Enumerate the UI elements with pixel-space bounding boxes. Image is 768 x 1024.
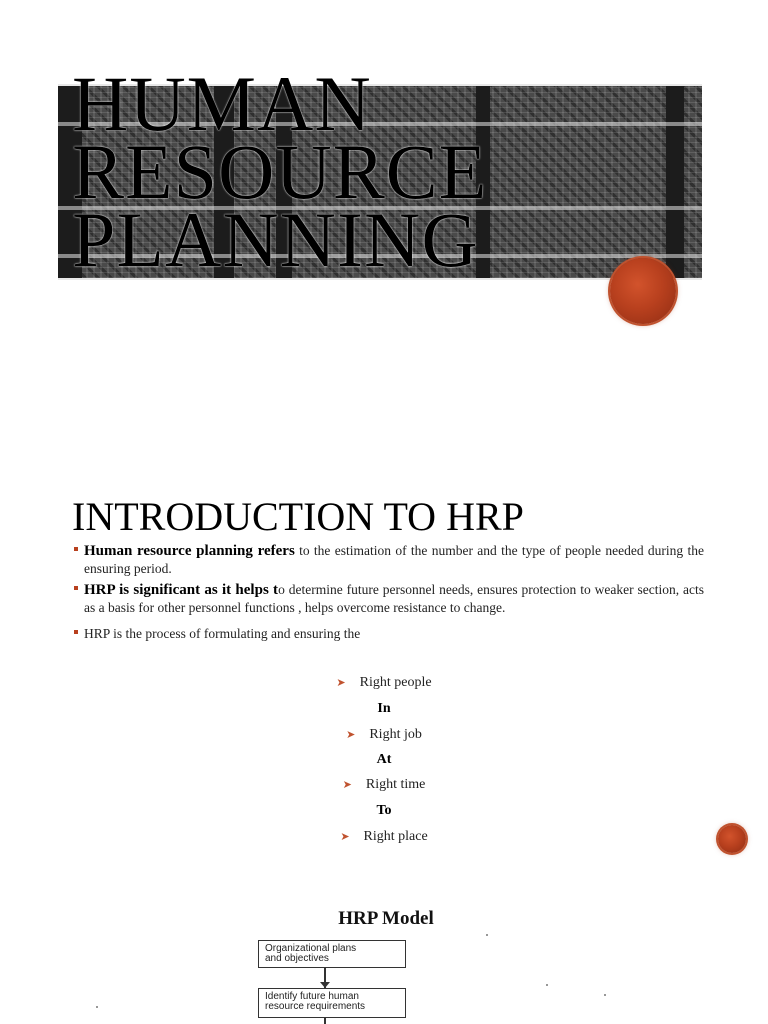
decorative-orb-icon: [718, 825, 746, 853]
slide-heading: INTRODUCTION TO HRP: [72, 494, 524, 539]
bullet-paragraph: [74, 625, 704, 642]
title-slide: [0, 0, 768, 440]
paragraph-text: o determine future personnel needs, ensures protection to weaker section, acts as a basis for other personnel functions , helps overcome resistance to change.: [84, 582, 704, 615]
sequence-item-label: Right people: [359, 675, 432, 690]
sequence-connector: In: [377, 701, 391, 716]
model-title: HRP Model: [338, 908, 434, 929]
sequence-item: [0, 829, 768, 845]
model-step-box: Identify future human resource requirements: [258, 988, 406, 1018]
slide-title: HUMAN RESOURCE PLANNING: [72, 60, 488, 283]
introduction-slide: [0, 445, 768, 885]
scan-speck: [546, 984, 548, 986]
sequence-item-label: Right job: [369, 727, 422, 742]
scan-speck: [486, 934, 488, 936]
paragraph-text: to the estimation of the number and the type of people needed during the ensuring period.: [84, 543, 704, 576]
arrow-bullet-icon: ➤: [340, 831, 350, 843]
sequence-item: [0, 675, 768, 691]
scan-speck: [604, 994, 606, 996]
sequence-item-label: Right time: [365, 777, 426, 792]
paragraph-text: HRP is the process of formulating and ensuring the: [84, 626, 361, 641]
scan-speck: [96, 1006, 98, 1008]
flow-connector-line: [324, 1018, 326, 1024]
bullet-paragraph: [74, 581, 704, 616]
sequence-item: [0, 727, 768, 743]
model-step-box: Organizational plans and objectives: [258, 940, 406, 968]
square-bullet-icon: [74, 586, 78, 590]
banner-dark-bar: [666, 86, 684, 278]
paragraph-bold-lead: Human resource planning refers: [84, 543, 295, 559]
decorative-orb-icon: [610, 258, 676, 324]
sequence-item: [0, 777, 768, 793]
model-slide: [0, 900, 768, 1024]
paragraph-bold-lead: HRP is significant as it helps t: [84, 582, 279, 598]
square-bullet-icon: [74, 630, 78, 634]
bullet-paragraph: [74, 542, 704, 577]
arrow-bullet-icon: ➤: [342, 779, 352, 791]
sequence-connector: At: [376, 752, 392, 767]
sequence-connector: To: [376, 803, 392, 818]
arrow-bullet-icon: ➤: [346, 729, 356, 741]
sequence-item-label: Right place: [363, 829, 428, 844]
arrow-bullet-icon: ➤: [336, 677, 346, 689]
square-bullet-icon: [74, 547, 78, 551]
